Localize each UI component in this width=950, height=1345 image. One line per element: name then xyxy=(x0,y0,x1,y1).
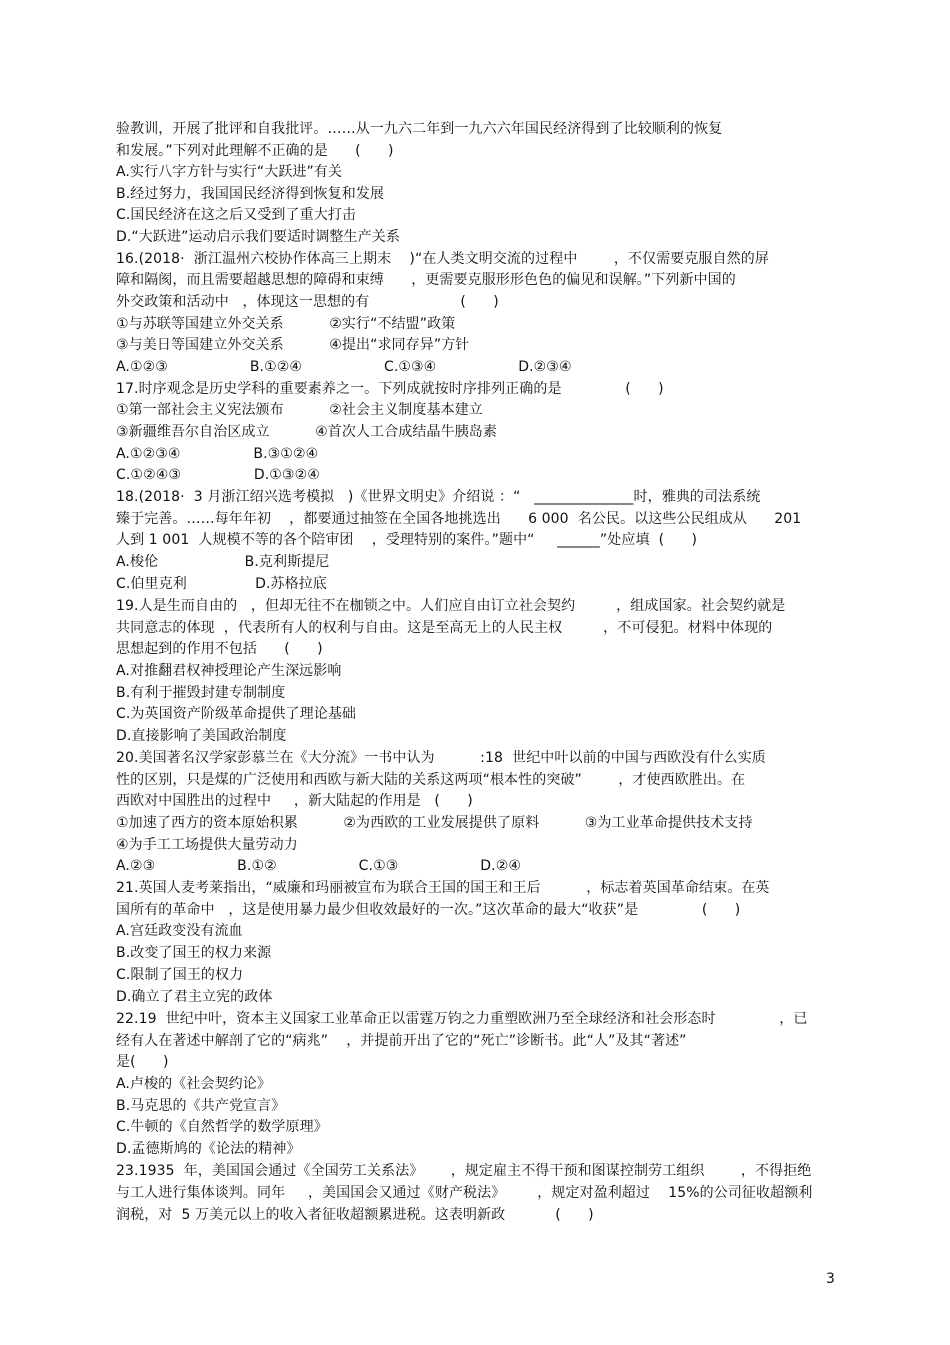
option-line: C.伯里克利 D.苏格拉底 xyxy=(116,576,327,592)
text-line: 国所有的革命中 ，这是使用暴力最少但收效最好的一次。”这次革命的最大“收获”是 ( ) xyxy=(116,902,741,918)
question-20: 20.美国著名汉学家彭慕兰在《大分流》一书中认为 :18 世纪中叶以前的中国与西欧没有什么实质 xyxy=(116,750,766,766)
option-line: D.直接影响了美国政治制度 xyxy=(116,728,287,744)
text-line: 共同意志的体现 ，代表所有人的权利与自由。这是至高无上的人民主权 ，不可侵犯。材料中体现的 xyxy=(116,620,773,636)
option-line: C.国民经济在这之后又受到了重大打击 xyxy=(116,207,357,223)
option-line: A.实行八字方针与实行“大跃进”有关 xyxy=(116,164,343,180)
question-22: 22.19 世纪中叶，资本主义国家工业革命正以雷霆万钧之力重塑欧洲乃至全球经济和社会形态时 ，已 xyxy=(116,1011,808,1027)
question-16: 16.(2018· 浙江温州六校协作体高三上期末 )“在人类文明交流的过程中 ，不仅需要克服自然的屏 xyxy=(116,251,769,267)
option-line: B.有利于摧毁封建专制制度 xyxy=(116,685,286,701)
choice-line: ④为手工工场提供大量劳动力 xyxy=(116,837,298,853)
text-line: 思想起到的作用不包括 ( ) xyxy=(116,641,323,657)
text-line: 润税，对 5 万美元以上的收入者征收超额累进税。这表明新政 ( ) xyxy=(116,1207,594,1223)
choice-line: ①与苏联等国建立外交关系 ②实行“不结盟”政策 xyxy=(116,316,456,332)
option-line: B.马克思的《共产党宣言》 xyxy=(116,1098,286,1114)
option-line: B.经过努力，我国国民经济得到恢复和发展 xyxy=(116,186,385,202)
option-line: C.牛顿的《自然哲学的数学原理》 xyxy=(116,1119,328,1135)
option-line: A.宫廷政变没有流血 xyxy=(116,923,243,939)
option-line: D.孟德斯鸠的《论法的精神》 xyxy=(116,1141,301,1157)
choice-line: ①加速了西方的资本原始积累 ②为西欧的工业发展提供了原料 ③为工业革命提供技术支持 xyxy=(116,815,753,831)
option-line: A.卢梭的《社会契约论》 xyxy=(116,1076,271,1092)
text-line: 经有人在著述中解剖了它的“病兆” ，并提前开出了它的“死亡”诊断书。此“人”及其“著述” xyxy=(116,1033,687,1049)
option-line: C.限制了国王的权力 xyxy=(116,967,244,983)
option-line: B.改变了国王的权力来源 xyxy=(116,945,272,961)
option-line: D.确立了君主立宪的政体 xyxy=(116,989,273,1005)
choice-line: ③与美日等国建立外交关系 ④提出“求同存异”方针 xyxy=(116,337,470,353)
text-line: 障和隔阂，而且需要超越思想的障碍和束缚 ，更需要克服形形色色的偏见和误解。”下列新中国的 xyxy=(116,272,736,288)
question-18: 18.(2018· 3 月浙江绍兴选考模拟 )《世界文明史》介绍说 ：“ ______________时，雅典的司法系统 xyxy=(116,489,761,505)
choice-line: ①第一部社会主义宪法颁布 ②社会主义制度基本建立 xyxy=(116,402,483,418)
option-line: A.②③ B.①② C.①③ D.②④ xyxy=(116,858,522,874)
text-line: 外交政策和活动中 ，体现这一思想的有 ( ) xyxy=(116,294,499,310)
option-line: A.对推翻君权神授理论产生深远影响 xyxy=(116,663,342,679)
option-line: A.梭伦 B.克利斯提尼 xyxy=(116,554,330,570)
text-line: 人到 1 001 人规模不等的各个陪审团 ，受理特别的案件。”题中“ ______”处应填 ( ) xyxy=(116,532,698,548)
option-line: D.“大跃进”运动启示我们要适时调整生产关系 xyxy=(116,229,400,245)
text-line: 和发展。”下列对此理解不正确的是 ( ) xyxy=(116,143,394,159)
option-line: C.为英国资产阶级革命提供了理论基础 xyxy=(116,706,357,722)
question-19: 19.人是生而自由的 ，但却无往不在枷锁之中。人们应自由订立社会契约 ，组成国家。社会契约就是 xyxy=(116,598,786,614)
question-21: 21.英国人麦考莱指出，“威廉和玛丽被宣布为联合王国的国王和王后 ，标志着英国革命结束。在英 xyxy=(116,880,770,896)
text-line: 与工人进行集体谈判。同年 ，美国国会又通过《财产税法》 ，规定对盈利超过 15%的公司征收超额利 xyxy=(116,1185,813,1201)
question-17: 17.时序观念是历史学科的重要素养之一。下列成就按时序排列正确的是 ( ) xyxy=(116,381,664,397)
text-line: 验教训，开展了批评和自我批评。……从一九六二年到一九六六年国民经济得到了比较顺利的恢复 xyxy=(116,121,723,137)
text-line: 性的区别，只是煤的广泛使用和西欧与新大陆的关系这两项“根本性的突破” ，才使西欧胜出。在 xyxy=(116,772,746,788)
text-line: 是( ) xyxy=(116,1054,169,1070)
text-line: 臻于完善。……每年年初 ，都要通过抽签在全国各地挑选出 6 000 名公民。以这些公民组成从 201 xyxy=(116,511,802,527)
question-23: 23.1935 年，美国国会通过《全国劳工关系法》 ，规定雇主不得干预和图谋控制劳工组织 ，不得拒绝 xyxy=(116,1163,812,1179)
option-line: C.①②④③ D.①③②④ xyxy=(116,467,320,483)
choice-line: ③新疆维吾尔自治区成立 ④首次人工合成结晶牛胰岛素 xyxy=(116,424,498,440)
page-number: 3 xyxy=(826,1271,835,1287)
option-line: A.①②③④ B.③①②④ xyxy=(116,446,319,462)
option-line: A.①②③ B.①②④ C.①③④ D.②③④ xyxy=(116,359,572,375)
text-line: 西欧对中国胜出的过程中 ，新大陆起的作用是 ( ) xyxy=(116,793,473,809)
